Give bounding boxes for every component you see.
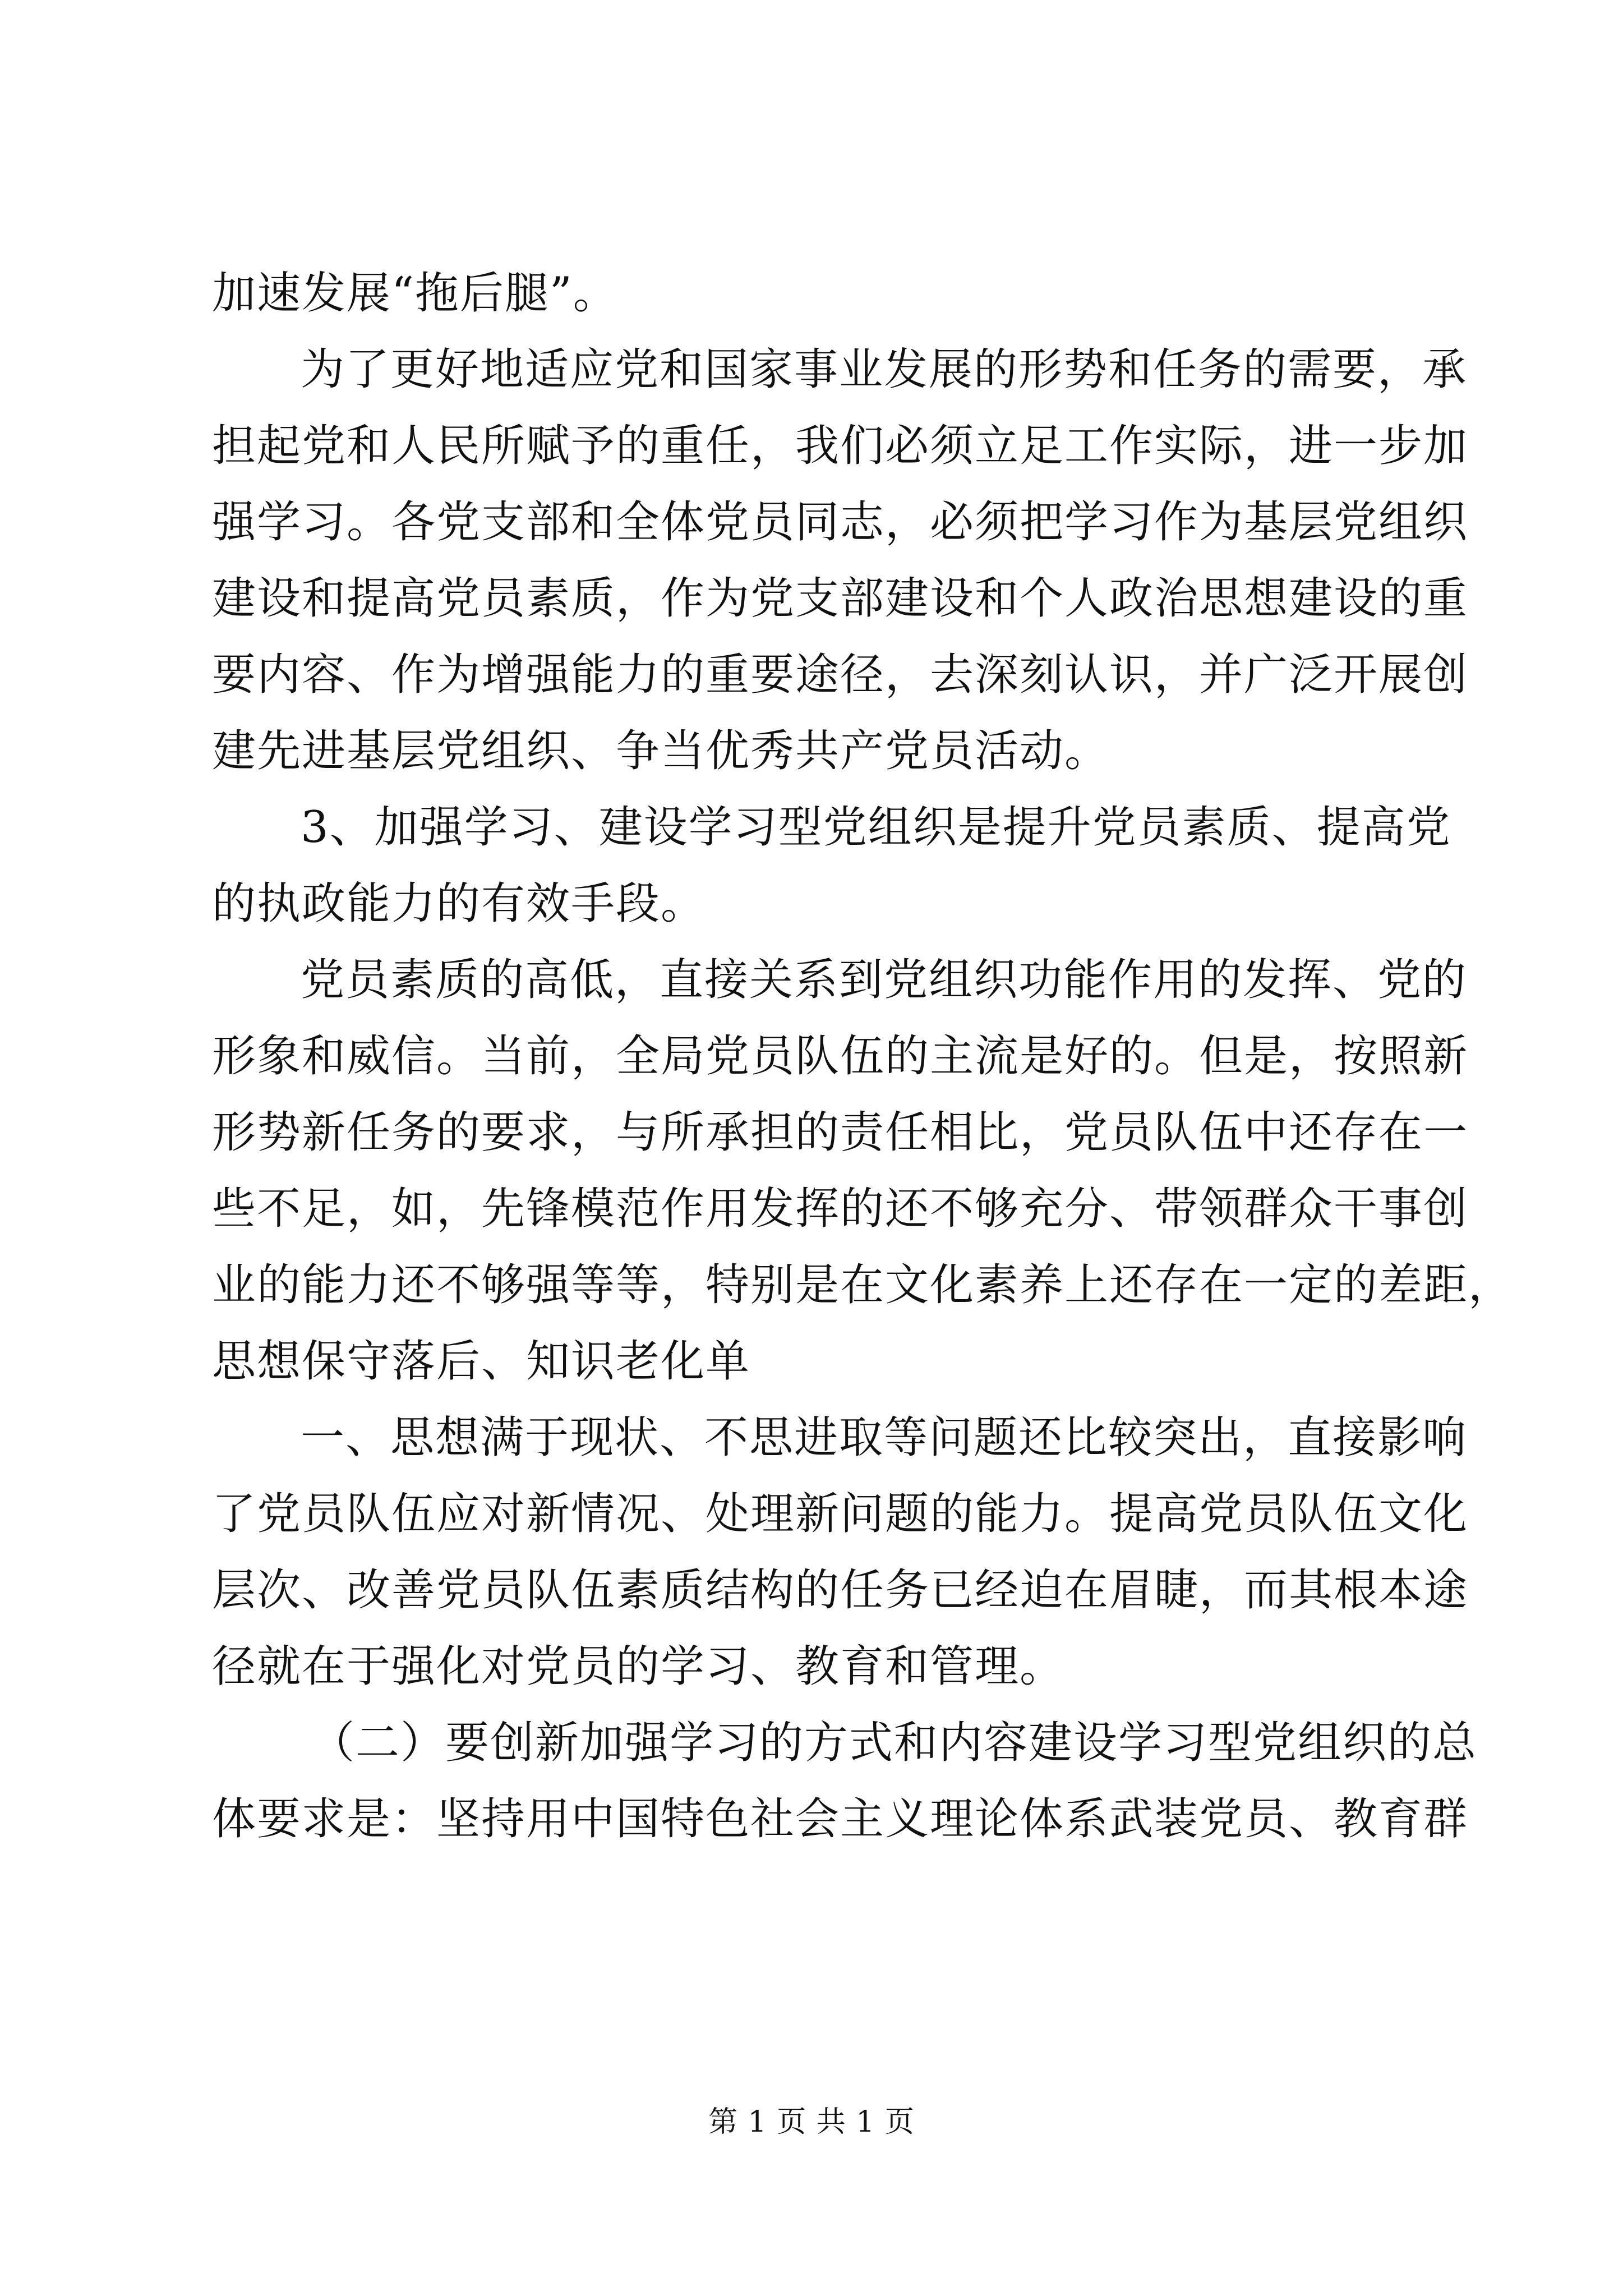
text-line: 的执政能力的有效手段。 bbox=[212, 878, 706, 929]
text-line: 党员素质的高低，直接关系到党组织功能作用的发挥、党的 bbox=[301, 955, 1468, 1005]
page-footer: 第 1 页 共 1 页 bbox=[708, 2105, 915, 2139]
text-line: 加速发展“拖后腿”。 bbox=[212, 268, 618, 319]
text-line: 形象和威信。当前，全局党员队伍的主流是好的。但是，按照新 bbox=[212, 1031, 1469, 1082]
text-line: 一、思想满于现状、不思进取等问题还比较突出，直接影响 bbox=[301, 1412, 1468, 1463]
text-line: 形势新任务的要求，与所承担的责任相比，党员队伍中还存在一 bbox=[212, 1107, 1469, 1158]
text-line: 要内容、作为增强能力的重要途径，去深刻认识，并广泛开展创 bbox=[212, 650, 1469, 700]
text-line: 思想保守落后、知识老化单 bbox=[212, 1336, 751, 1387]
text-line: 为了更好地适应党和国家事业发展的形势和任务的需要，承 bbox=[301, 344, 1468, 395]
text-line: 业的能力还不够强等等，特别是在文化素养上还存在一定的差距， bbox=[212, 1260, 1514, 1310]
text-line: 担起党和人民所赋予的重任，我们必须立足工作实际，进一步加 bbox=[212, 421, 1469, 471]
text-line: 体要求是：坚持用中国特色社会主义理论体系武装党员、教育群 bbox=[212, 1794, 1469, 1844]
text-line: 建先进基层党组织、争当优秀共产党员活动。 bbox=[212, 726, 1110, 776]
text-line: 层次、改善党员队伍素质结构的任务已经迫在眉睫，而其根本途 bbox=[212, 1565, 1469, 1616]
text-line: 些不足，如，先锋模范作用发挥的还不够充分、带领群众干事创 bbox=[212, 1184, 1469, 1234]
document-body bbox=[212, 255, 1514, 1857]
text-line: 径就在于强化对党员的学习、教育和管理。 bbox=[212, 1641, 1065, 1692]
text-line: 3、加强学习、建设学习型党组织是提升党员素质、提高党 bbox=[301, 802, 1451, 853]
text-line: 强学习。各党支部和全体党员同志，必须把学习作为基层党组织 bbox=[212, 497, 1469, 547]
text-line: 建设和提高党员素质，作为党支部建设和个人政治思想建设的重 bbox=[212, 573, 1469, 624]
text-line: 了党员队伍应对新情况、处理新问题的能力。提高党员队伍文化 bbox=[212, 1489, 1469, 1539]
text-line: （二）要创新加强学习的方式和内容建设学习型党组织的总 bbox=[311, 1718, 1478, 1768]
